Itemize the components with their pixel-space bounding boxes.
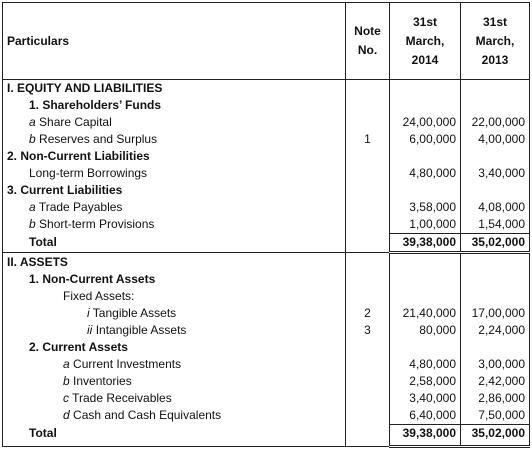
row-value-2014: 1,00,000 <box>390 216 461 234</box>
label-prefix: c <box>63 391 69 405</box>
row-value-2014: 2,58,000 <box>390 373 461 390</box>
row-label <box>3 182 346 199</box>
table-row <box>3 148 530 165</box>
label-text: Trade Payables <box>38 200 123 214</box>
label-text: Current Investments <box>73 357 182 371</box>
row-value-2013: 35,02,000 <box>461 234 530 253</box>
row-note <box>346 253 390 272</box>
label-text: 3. Current Liabilities <box>7 183 123 197</box>
row-value-2014 <box>390 182 461 199</box>
row-note <box>346 373 390 390</box>
row-label <box>3 390 346 407</box>
row-value-2013: 2,86,000 <box>461 390 530 407</box>
label-text: Share Capital <box>39 115 112 129</box>
row-value-2014: 39,38,000 <box>390 234 461 253</box>
row-value-2014: 3,58,000 <box>390 199 461 216</box>
label-text: Intangible Assets <box>95 323 187 337</box>
row-value-2014 <box>390 253 461 272</box>
row-note <box>346 390 390 407</box>
row-value-2013: 17,00,000 <box>461 305 530 322</box>
table-row <box>3 356 530 373</box>
row-label <box>3 373 346 390</box>
table-row <box>3 373 530 390</box>
row-label <box>3 131 346 148</box>
row-note <box>346 407 390 425</box>
row-value-2013: 4,00,000 <box>461 131 530 148</box>
row-value-2014: 4,80,000 <box>390 165 461 182</box>
row-value-2014 <box>390 80 461 98</box>
row-value-2013: 3,00,000 <box>461 356 530 373</box>
label-text: I. EQUITY AND LIABILITIES <box>7 81 163 95</box>
row-value-2013: 22,00,000 <box>461 114 530 131</box>
header-2013 <box>461 3 530 80</box>
row-note <box>346 182 390 199</box>
label-text: Total <box>29 235 57 250</box>
label-text: Tangible Assets <box>92 306 177 320</box>
total-row <box>3 425 530 447</box>
row-label <box>3 165 346 182</box>
label-text: II. ASSETS <box>7 254 68 269</box>
row-note <box>346 234 390 253</box>
table-row <box>3 253 530 272</box>
header-note-line1: Note <box>354 24 381 38</box>
table-row <box>3 182 530 199</box>
header-particulars: Particulars <box>3 3 346 80</box>
table-row <box>3 97 530 114</box>
row-value-2013: 7,50,000 <box>461 407 530 425</box>
row-value-2014: 3,40,000 <box>390 390 461 407</box>
table-row <box>3 165 530 182</box>
label-text: 1. Non-Current Assets <box>29 272 156 286</box>
header-row <box>3 3 530 80</box>
row-label <box>3 199 346 216</box>
row-value-2013 <box>461 182 530 199</box>
label-prefix: ii <box>87 323 93 337</box>
row-label <box>3 234 346 253</box>
row-note <box>346 114 390 131</box>
table-row <box>3 131 530 148</box>
table-row <box>3 199 530 216</box>
row-label <box>3 407 346 425</box>
table-row <box>3 339 530 356</box>
row-label <box>3 97 346 114</box>
table-row <box>3 114 530 131</box>
table-row <box>3 288 530 305</box>
row-value-2014: 21,40,000 <box>390 305 461 322</box>
row-label <box>3 305 346 322</box>
row-label <box>3 148 346 165</box>
row-label <box>3 322 346 339</box>
row-value-2014: 24,00,000 <box>390 114 461 131</box>
row-note: 1 <box>346 131 390 148</box>
row-value-2013 <box>461 97 530 114</box>
row-value-2014 <box>390 148 461 165</box>
row-value-2014: 6,40,000 <box>390 407 461 425</box>
row-note <box>346 425 390 447</box>
header-2013-line3: 2013 <box>481 52 509 67</box>
row-value-2013 <box>461 148 530 165</box>
row-label <box>3 80 346 98</box>
header-note-no <box>346 3 390 80</box>
row-value-2013 <box>461 253 530 272</box>
row-note: 3 <box>346 322 390 339</box>
header-2013-line1: 31st <box>482 14 508 29</box>
label-prefix: a <box>63 357 70 371</box>
table-row <box>3 305 530 322</box>
row-note <box>346 199 390 216</box>
header-2014-line1: 31st <box>412 14 438 29</box>
row-label <box>3 339 346 356</box>
total-row <box>3 234 530 253</box>
header-2014-line3: 2014 <box>411 52 439 67</box>
row-value-2013: 1,54,000 <box>461 216 530 234</box>
label-prefix: d <box>63 408 70 423</box>
row-value-2013 <box>461 80 530 98</box>
label-prefix: b <box>29 132 36 146</box>
row-value-2013: 2,24,000 <box>461 322 530 339</box>
label-text: 2. Non-Current Liabilities <box>7 149 150 163</box>
table-row <box>3 80 530 98</box>
label-text: Cash and Cash Equivalents <box>73 408 222 423</box>
row-note <box>346 356 390 373</box>
row-value-2014 <box>390 339 461 356</box>
label-prefix: a <box>29 115 36 129</box>
label-text: 2. Current Assets <box>29 340 128 354</box>
header-2014-line2: March, <box>405 33 445 48</box>
header-note-line2: No. <box>357 43 378 57</box>
row-value-2014 <box>390 271 461 288</box>
row-value-2014: 6,00,000 <box>390 131 461 148</box>
label-text: Trade Receivables <box>72 391 172 405</box>
label-prefix: b <box>29 217 36 232</box>
row-value-2014 <box>390 288 461 305</box>
header-2013-line2: March, <box>475 33 515 48</box>
label-text: Fixed Assets: <box>63 289 135 303</box>
row-label <box>3 356 346 373</box>
label-prefix: i <box>87 306 90 320</box>
row-value-2014: 39,38,000 <box>390 425 461 447</box>
row-note <box>346 165 390 182</box>
label-text: Inventories <box>73 374 132 388</box>
row-value-2014: 80,000 <box>390 322 461 339</box>
row-note: 2 <box>346 305 390 322</box>
row-label <box>3 271 346 288</box>
label-text: 1. Shareholders’ Funds <box>29 98 162 112</box>
label-text: Short-term Provisions <box>39 217 155 232</box>
table-row <box>3 322 530 339</box>
row-value-2013 <box>461 339 530 356</box>
label-text: Long-term Borrowings <box>29 166 148 180</box>
table-row <box>3 407 530 425</box>
label-prefix: a <box>29 200 36 214</box>
row-label <box>3 425 346 447</box>
row-value-2013: 3,40,000 <box>461 165 530 182</box>
row-value-2014: 4,80,000 <box>390 356 461 373</box>
row-value-2014 <box>390 97 461 114</box>
table-row <box>3 390 530 407</box>
row-note <box>346 148 390 165</box>
label-text: Reserves and Surplus <box>39 132 158 146</box>
row-value-2013: 2,42,000 <box>461 373 530 390</box>
header-2014 <box>390 3 461 80</box>
label-prefix: b <box>63 374 70 388</box>
table-row <box>3 216 530 234</box>
row-value-2013: 35,02,000 <box>461 425 530 447</box>
row-label <box>3 288 346 305</box>
row-label <box>3 253 346 272</box>
row-note <box>346 339 390 356</box>
row-note <box>346 288 390 305</box>
row-label <box>3 114 346 131</box>
row-value-2013 <box>461 271 530 288</box>
table-row <box>3 271 530 288</box>
row-label <box>3 216 346 234</box>
balance-sheet-table <box>2 2 530 448</box>
row-note <box>346 216 390 234</box>
row-value-2013: 4,08,000 <box>461 199 530 216</box>
row-note <box>346 97 390 114</box>
row-value-2013 <box>461 288 530 305</box>
row-note <box>346 80 390 98</box>
label-text: Total <box>29 425 57 440</box>
row-note <box>346 271 390 288</box>
